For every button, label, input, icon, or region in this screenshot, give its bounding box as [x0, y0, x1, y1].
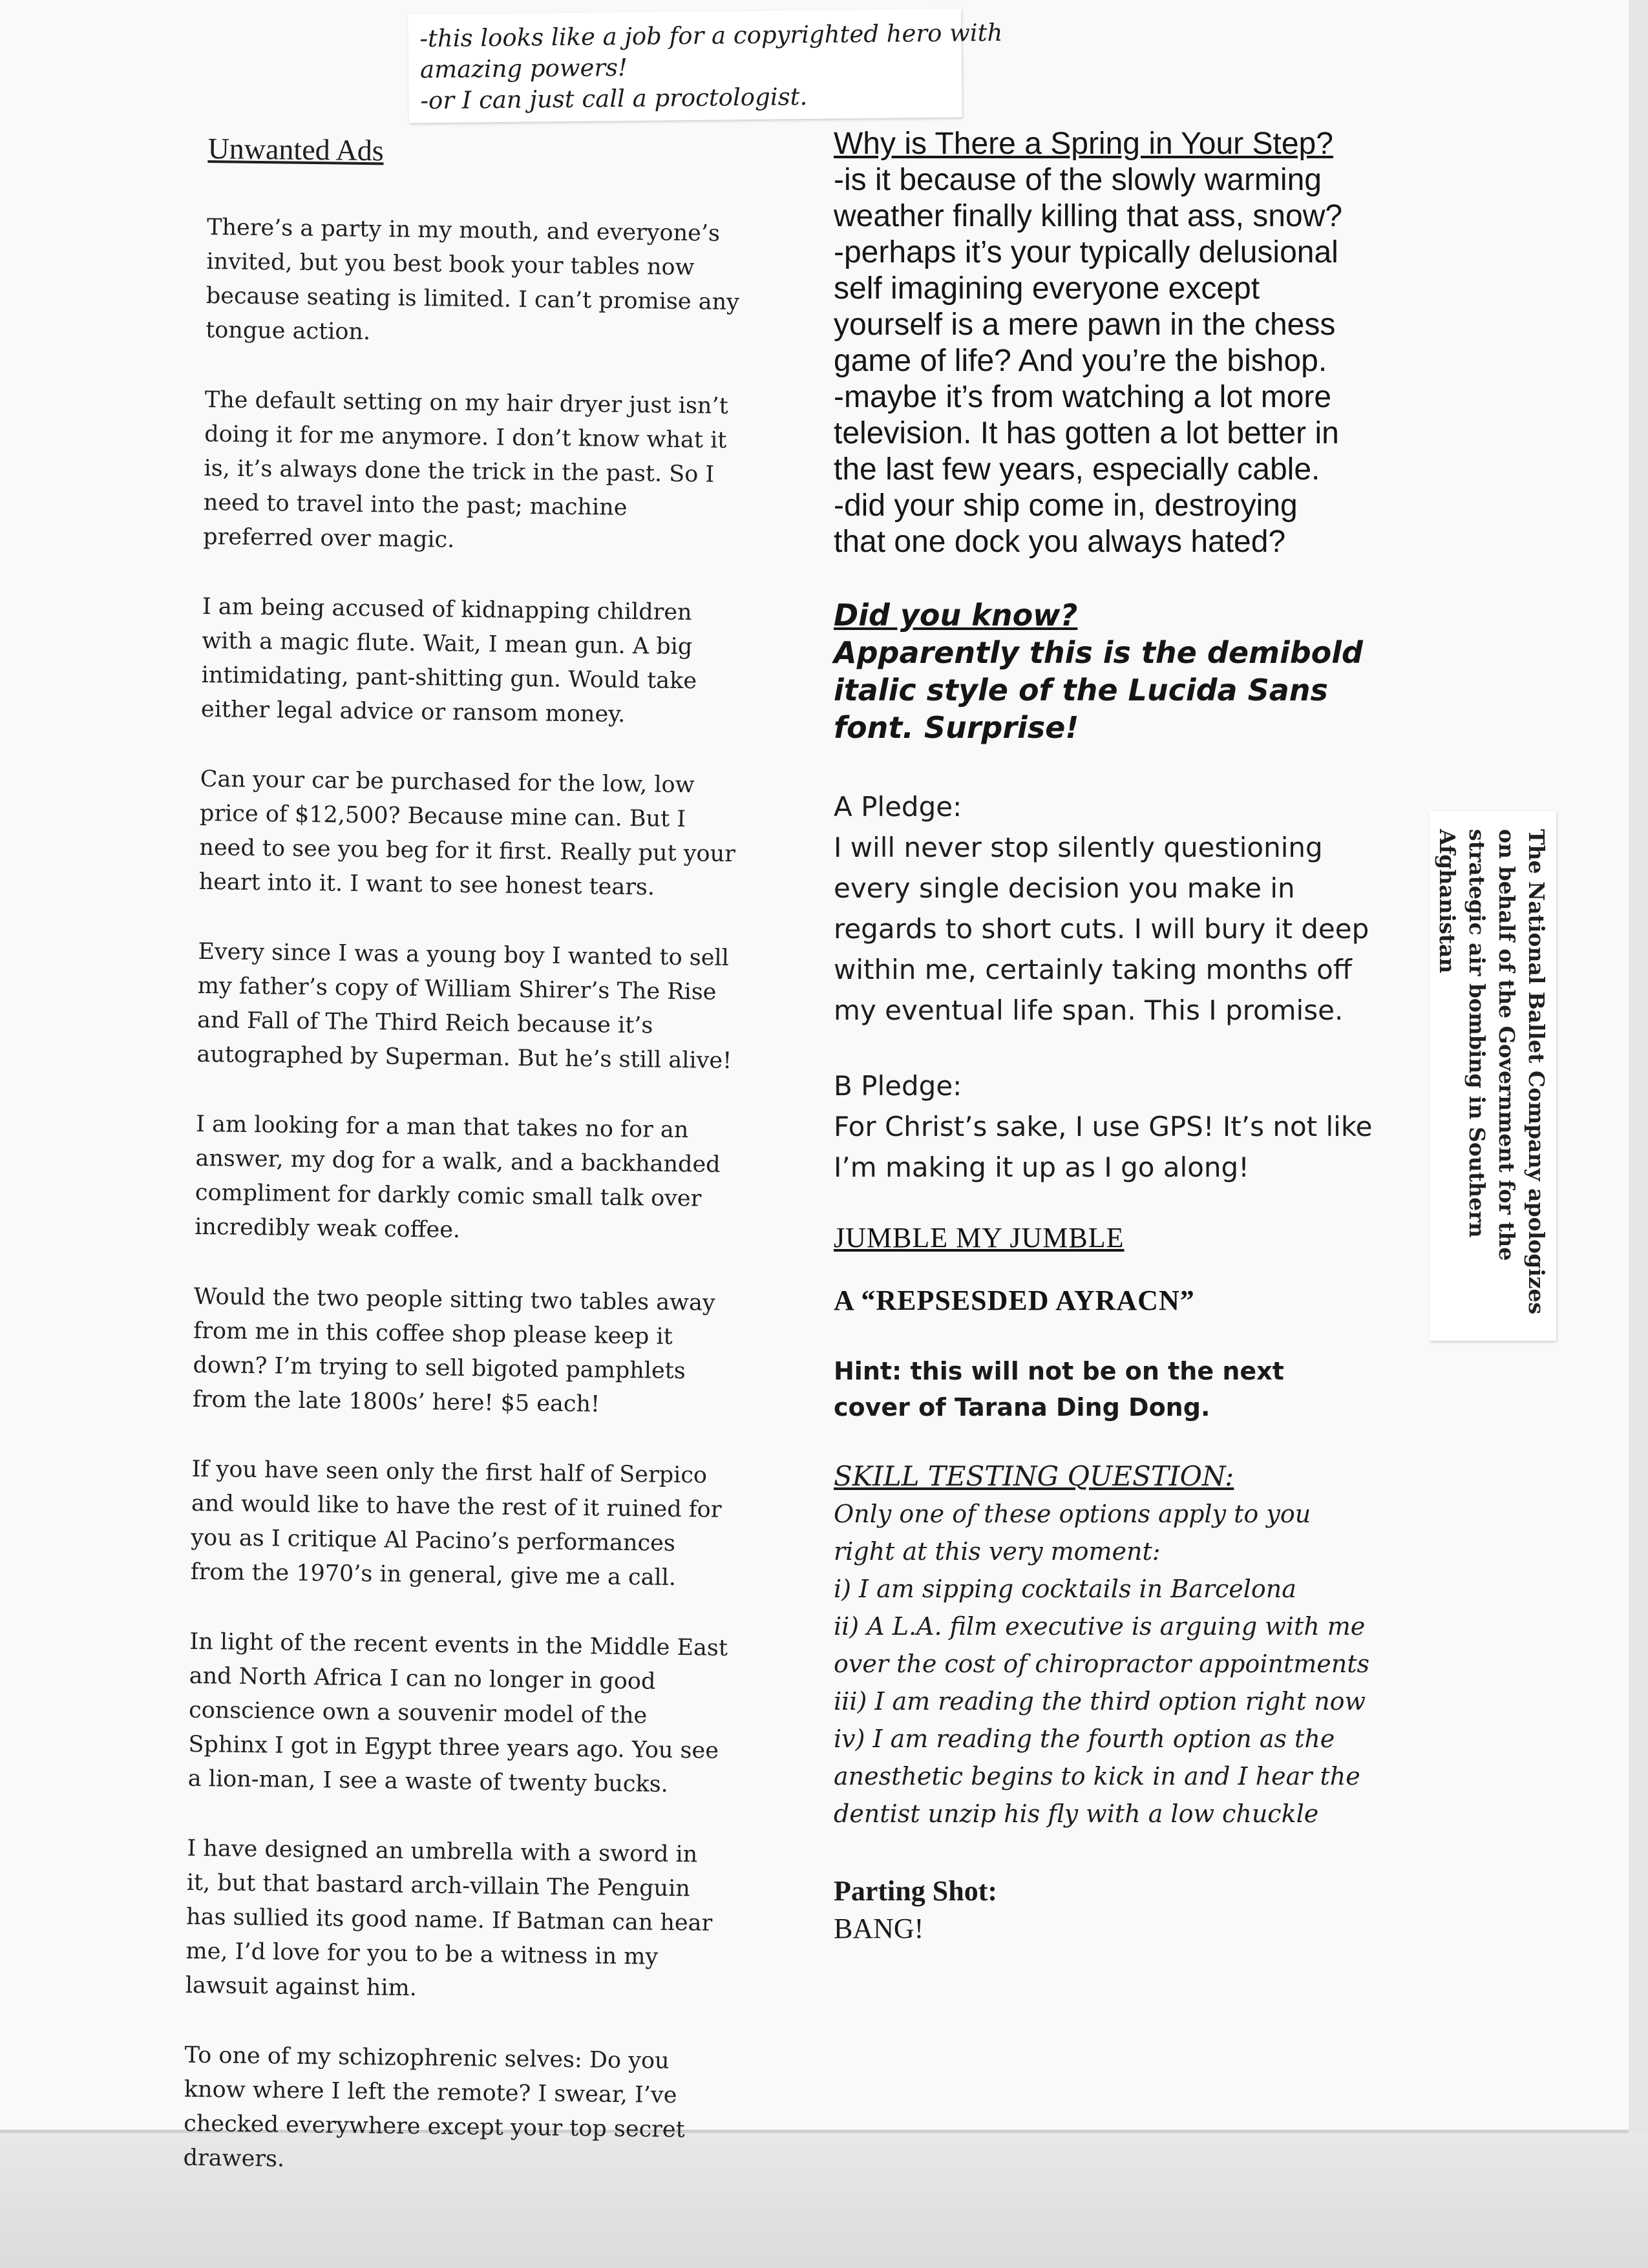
spring-line: self imagining everyone except	[834, 271, 1260, 306]
ad-line: me, I’d love for you to be a witness in my	[185, 1938, 659, 1970]
spring-line: weather finally killing that ass, snow?	[834, 199, 1343, 233]
spring-line: the last few years, especially cable.	[834, 452, 1320, 487]
ad-line: from me in this coffee shop please keep it	[193, 1318, 673, 1350]
ad-line: answer, my dog for a walk, and a backhanded	[195, 1145, 721, 1178]
ad-line: There’s a party in my mouth, and everyone’s	[206, 214, 721, 247]
ad-line: and North Africa I can no longer in good	[189, 1663, 656, 1695]
scanner-bed-edge	[1629, 0, 1648, 2132]
spring-section	[834, 126, 1415, 560]
jumble-word: A “REPSESDED AYRACN”	[834, 1285, 1195, 1316]
spring-line: television. It has gotten a lot better in	[834, 416, 1339, 450]
ad-line: is, it’s always done the trick in the past. So I	[204, 455, 715, 488]
ad-line: need to see you beg for it first. Really put your	[199, 834, 736, 868]
spring-line: yourself is a mere pawn in the chess	[834, 308, 1336, 342]
ad-line: If you have seen only the first half of Serpico	[191, 1456, 708, 1489]
pledge-b-section	[834, 1066, 1415, 1188]
pledge-a-line: within me, certainly taking months off	[834, 954, 1352, 985]
ad-line: I have designed an umbrella with a sword in	[187, 1835, 698, 1868]
ad-item	[203, 383, 787, 562]
pledge-a-line: regards to short cuts. I will bury it deep	[834, 913, 1369, 945]
spring-line: -did your ship come in, destroying	[834, 488, 1298, 523]
ad-item	[201, 590, 785, 734]
ad-line: down? I’m trying to sell bigoted pamphlets	[193, 1352, 686, 1385]
ad-line: price of $12,500? Because mine can. But I	[199, 800, 686, 833]
hint-line: cover of Tarana Ding Dong.	[834, 1393, 1210, 1422]
ads-list	[183, 211, 788, 2183]
skill-line: dentist unzip his fly with a low chuckle	[834, 1800, 1319, 1828]
ad-line: from the 1970’s in general, give me a call.	[190, 1559, 677, 1591]
ad-item	[196, 935, 780, 1079]
ad-item	[193, 1280, 776, 1424]
ad-item	[206, 211, 789, 355]
ad-item	[183, 2039, 766, 2183]
spring-line: -is it because of the slowly warming	[834, 163, 1322, 197]
ad-line: incredibly weak coffee.	[194, 1213, 461, 1243]
ad-line: doing it for me anymore. I don’t know what it	[204, 421, 727, 454]
ad-line: you as I critique Al Pacino’s performances	[191, 1524, 676, 1557]
ad-line: I am being accused of kidnapping children	[202, 593, 692, 626]
skill-question-section	[834, 1458, 1415, 1832]
ad-item	[185, 1832, 769, 2010]
spring-line: -perhaps it’s your typically delusional	[834, 235, 1338, 269]
skill-line: ii) A L.A. film executive is arguing with me	[834, 1612, 1366, 1641]
sidebar-clipping-text	[1432, 829, 1551, 1333]
did-you-know-title: Did you know?	[834, 598, 1078, 633]
clipping-line: -or I can just call a proctologist.	[420, 83, 808, 115]
ad-line: from the late 1800s’ here! $5 each!	[192, 1386, 600, 1418]
skill-question-title: SKILL TESTING QUESTION:	[834, 1460, 1234, 1492]
ad-line: Sphinx I got in Egypt three years ago. You see	[188, 1731, 719, 1764]
spring-title: Why is There a Spring in Your Step?	[834, 127, 1333, 161]
spring-line: game of life? And you’re the bishop.	[834, 344, 1327, 378]
ad-line: heart into it. I want to see honest tears.	[198, 868, 655, 901]
ad-item	[195, 1108, 778, 1252]
skill-line: anesthetic begins to kick in and I hear the	[834, 1762, 1360, 1790]
right-column	[834, 126, 1415, 1948]
ad-line: with a magic flute. Wait, I mean gun. A big	[202, 627, 693, 660]
pledge-a-line: my eventual life span. This I promise.	[834, 994, 1344, 1026]
parting-shot-text: BANG!	[834, 1913, 924, 1944]
spring-line: -maybe it’s from watching a lot more	[834, 380, 1332, 414]
did-you-know-line: italic style of the Lucida Sans	[834, 673, 1328, 708]
ad-line: and Fall of The Third Reich because it’s	[196, 1007, 653, 1039]
ad-line: drawers.	[183, 2145, 285, 2172]
pledge-a-line: I will never stop silently questioning	[834, 832, 1323, 863]
ad-line: tongue action.	[205, 317, 371, 346]
ad-line: conscience own a souvenir model of the	[188, 1697, 648, 1729]
jumble-title: JUMBLE MY JUMBLE	[834, 1222, 1125, 1254]
skill-line: iv) I am reading the fourth option as the	[834, 1725, 1335, 1753]
ad-line: lawsuit against him.	[185, 1972, 417, 2002]
ad-line: know where I left the remote? I swear, I’ve	[184, 2076, 677, 2109]
pledge-b-line: I’m making it up as I go along!	[834, 1151, 1250, 1183]
did-you-know-line: font. Surprise!	[834, 710, 1079, 745]
ad-line: a lion-man, I see a waste of twenty bucks.	[187, 1765, 669, 1798]
skill-line: iii) I am reading the third option right now	[834, 1687, 1366, 1716]
ad-line: my father’s copy of William Shirer’s The Rise	[197, 972, 717, 1005]
did-you-know-section	[834, 596, 1415, 746]
clipping-line: amazing powers!	[419, 53, 628, 84]
ad-line: either legal advice or ransom money.	[200, 696, 626, 728]
ad-line: preferred over magic.	[203, 523, 455, 553]
pledge-b-title: B Pledge:	[834, 1070, 962, 1102]
ad-line: and would like to have the rest of it ruined for	[191, 1490, 722, 1523]
hint-line: Hint: this will not be on the next	[834, 1357, 1284, 1385]
ad-line: In light of the recent events in the Middle East	[189, 1628, 728, 1661]
pledge-a-section	[834, 786, 1415, 1031]
ad-item	[190, 1453, 774, 1597]
skill-line: over the cost of chiropractor appointments	[834, 1650, 1370, 1678]
ad-line: Can your car be purchased for the low, low	[200, 766, 695, 799]
ad-line: Would the two people sitting two tables away	[193, 1283, 715, 1316]
ad-line: autographed by Superman. But he’s still alive!	[196, 1041, 732, 1075]
top-clipping	[408, 9, 1003, 123]
sidebar-line: strategic air bombing in Southern	[1464, 829, 1490, 1238]
ad-line: checked everywhere except your top secret	[184, 2110, 685, 2143]
sidebar-line: Afghanistan	[1435, 829, 1460, 974]
pledge-a-title: A Pledge:	[834, 791, 962, 823]
sidebar-line: The National Ballet Company apologizes	[1524, 829, 1549, 1315]
skill-line: right at this very moment:	[834, 1537, 1161, 1566]
ad-line: need to travel into the past; machine	[203, 489, 628, 521]
ad-line: Every since I was a young boy I wanted to sell	[198, 938, 730, 971]
ad-line: compliment for darkly comic small talk over	[195, 1179, 702, 1212]
ad-line: has sullied its good name. If Batman can hear	[185, 1904, 713, 1937]
jumble-hint	[834, 1353, 1415, 1425]
ad-line: intimidating, pant-shitting gun. Would take	[201, 662, 697, 695]
ad-line: To one of my schizophrenic selves: Do you	[184, 2042, 670, 2074]
spring-line: that one dock you always hated?	[834, 525, 1286, 559]
ad-item	[187, 1625, 771, 1803]
skill-line: Only one of these options apply to you	[834, 1500, 1311, 1528]
ad-line: I am looking for a man that takes no for an	[195, 1111, 689, 1144]
pledge-a-line: every single decision you make in	[834, 872, 1295, 904]
ad-line: invited, but you best book your tables now	[206, 248, 695, 281]
parting-shot-title: Parting Shot:	[834, 1875, 997, 1907]
pledge-b-line: For Christ’s sake, I use GPS! It’s not like	[834, 1111, 1373, 1142]
clipping-line: -this looks like a job for a copyrighted hero with	[419, 18, 1003, 53]
ad-line: The default setting on my hair dryer just isn’t	[204, 386, 728, 419]
ad-line: because seating is limited. I can’t promise any	[206, 282, 740, 316]
unwanted-ads-column	[183, 129, 790, 2218]
sidebar-line: on behalf of the Government for the	[1494, 829, 1519, 1261]
parting-shot-section	[834, 1873, 1415, 1948]
unwanted-ads-title: Unwanted Ads	[207, 131, 385, 167]
did-you-know-line: Apparently this is the demibold	[834, 635, 1363, 670]
skill-line: i) I am sipping cocktails in Barcelona	[834, 1575, 1296, 1603]
ad-item	[198, 762, 782, 907]
ad-line: it, but that bastard arch-villain The Penguin	[186, 1869, 691, 1902]
